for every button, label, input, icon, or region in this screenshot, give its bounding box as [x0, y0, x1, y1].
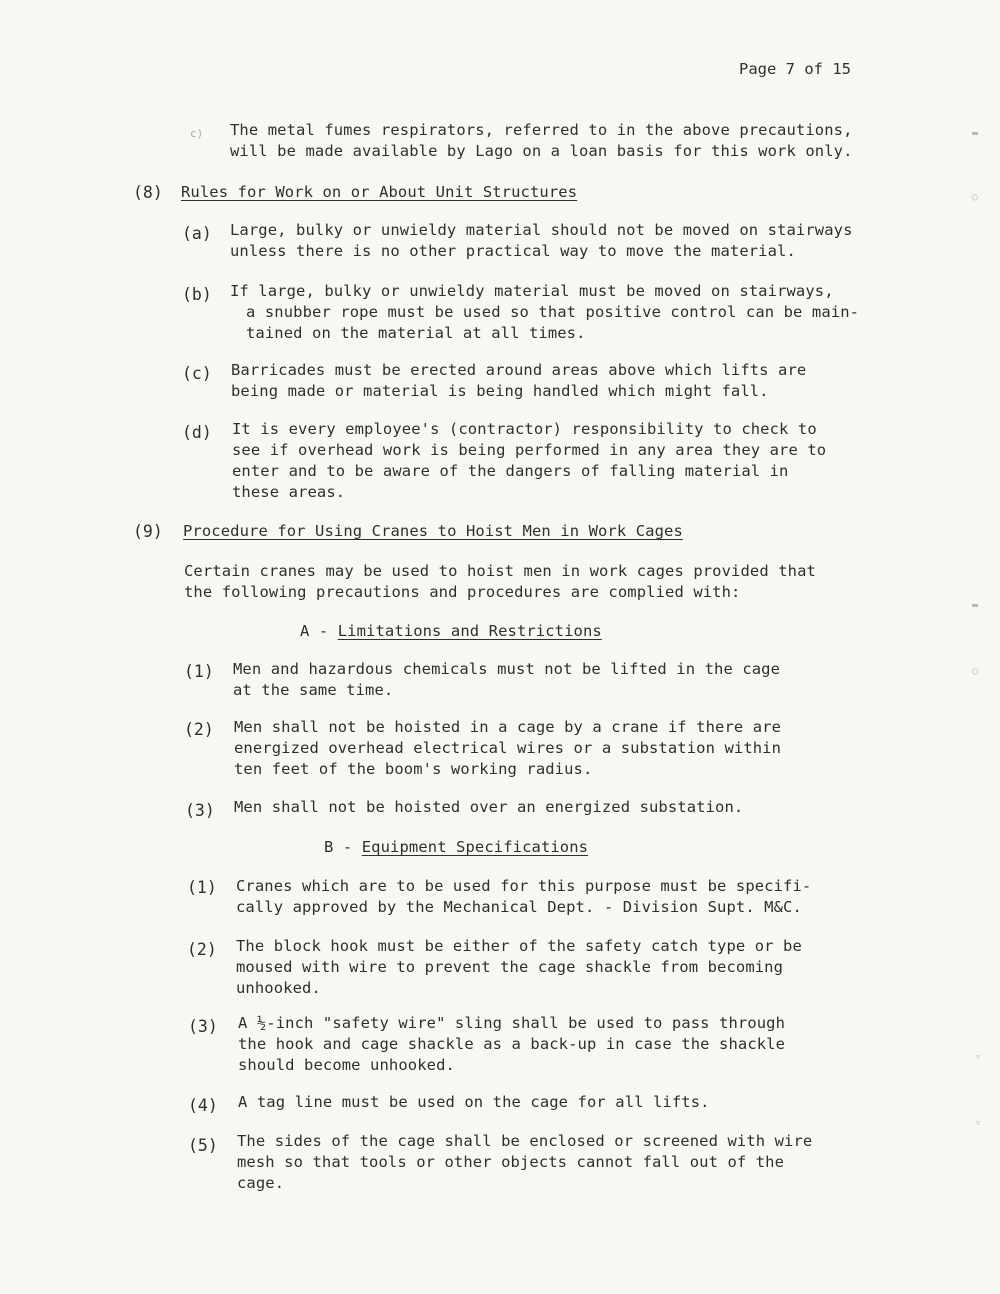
section-number: (8): [133, 183, 163, 202]
item-text-line: The sides of the cage shall be enclosed or screened with wire: [237, 1132, 813, 1150]
subheading-prefix: A -: [300, 622, 338, 640]
item-text-line: It is every employee's (contractor) responsibility to check to: [232, 420, 817, 438]
section-number: (9): [133, 522, 163, 541]
page-number: Page 7 of 15: [739, 60, 851, 78]
scan-speck: ○: [972, 192, 979, 203]
item-text-line: Men shall not be hoisted in a cage by a crane if there are: [234, 718, 782, 736]
item-text-line: energized overhead electrical wires or a substation within: [234, 739, 782, 757]
item-label: (2): [184, 720, 214, 739]
item-text-line: moused with wire to prevent the cage shackle from becoming: [236, 958, 784, 976]
item-text-line: tained on the material at all times.: [246, 324, 586, 342]
scan-speck: ○: [972, 666, 979, 677]
section-heading: Procedure for Using Cranes to Hoist Men in Work Cages: [183, 522, 683, 540]
item-text-line: the hook and cage shackle as a back-up in case the shackle: [238, 1035, 786, 1053]
item-label: (5): [188, 1136, 218, 1155]
scan-speck: ▿: [975, 1118, 982, 1129]
subheading: [300, 621, 602, 642]
item-label: (3): [185, 801, 215, 820]
subheading-prefix: B -: [324, 838, 362, 856]
item-text-line: cage.: [237, 1174, 285, 1192]
item-text-line: Barricades must be erected around areas above which lifts are: [231, 361, 807, 379]
item-text-line: ten feet of the boom's working radius.: [234, 760, 593, 778]
item-text-line: Cranes which are to be used for this purpose must be specifi-: [236, 877, 812, 895]
item-text-line: mesh so that tools or other objects cannot fall out of the: [237, 1153, 785, 1171]
section-heading: Rules for Work on or About Unit Structures: [181, 183, 578, 201]
item-text-line: Men and hazardous chemicals must not be lifted in the cage: [233, 660, 781, 678]
item-text-line: at the same time.: [233, 681, 394, 699]
item-text-line: Men shall not be hoisted over an energized substation.: [234, 798, 744, 816]
item-text-line: being made or material is being handled which might fall.: [231, 382, 769, 400]
subheading-title: Equipment Specifications: [361, 838, 589, 856]
item-text-line: enter and to be aware of the dangers of falling material in: [232, 462, 789, 480]
item-text-line: cally approved by the Mechanical Dept. - Division Supt. M&C.: [236, 898, 802, 916]
item-label: (2): [187, 940, 217, 959]
item-text-line: unless there is no other practical way to move the material.: [230, 242, 796, 260]
item-text-line: see if overhead work is being performed in any area they are to: [232, 441, 827, 459]
subheading: [324, 837, 588, 858]
item-text-line: If large, bulky or unwieldy material must be moved on stairways,: [230, 282, 834, 300]
item-label: (1): [184, 662, 214, 681]
scan-speck: ▬: [972, 600, 979, 611]
item-text-line: The metal fumes respirators, referred to in the above precautions,: [230, 121, 853, 139]
item-label: (b): [182, 285, 212, 304]
item-label: (d): [182, 423, 212, 442]
item-text-line: The block hook must be either of the safety catch type or be: [236, 937, 802, 955]
item-text-line: A tag line must be used on the cage for all lifts.: [238, 1093, 710, 1111]
subheading-title: Limitations and Restrictions: [337, 622, 602, 640]
item-text-line: Large, bulky or unwieldy material should not be moved on stairways: [230, 221, 853, 239]
paragraph-line: Certain cranes may be used to hoist men in work cages provided that: [184, 562, 816, 580]
item-text-line: a snubber rope must be used so that positive control can be main-: [246, 303, 860, 321]
item-label: c): [190, 127, 204, 140]
item-text-line: A ½-inch "safety wire" sling shall be used to pass through: [238, 1014, 786, 1032]
item-text-line: will be made available by Lago on a loan basis for this work only.: [230, 142, 853, 160]
scan-speck: ▿: [975, 1052, 982, 1063]
item-text-line: unhooked.: [236, 979, 321, 997]
item-label: (a): [182, 224, 212, 243]
item-text-line: these areas.: [232, 483, 346, 501]
item-label: (4): [188, 1096, 218, 1115]
scan-speck: ▬: [972, 128, 979, 139]
item-text-line: should become unhooked.: [238, 1056, 455, 1074]
item-label: (3): [188, 1017, 218, 1036]
item-label: (1): [187, 878, 217, 897]
item-label: (c): [182, 364, 212, 383]
paragraph-line: the following precautions and procedures are complied with:: [184, 583, 741, 601]
